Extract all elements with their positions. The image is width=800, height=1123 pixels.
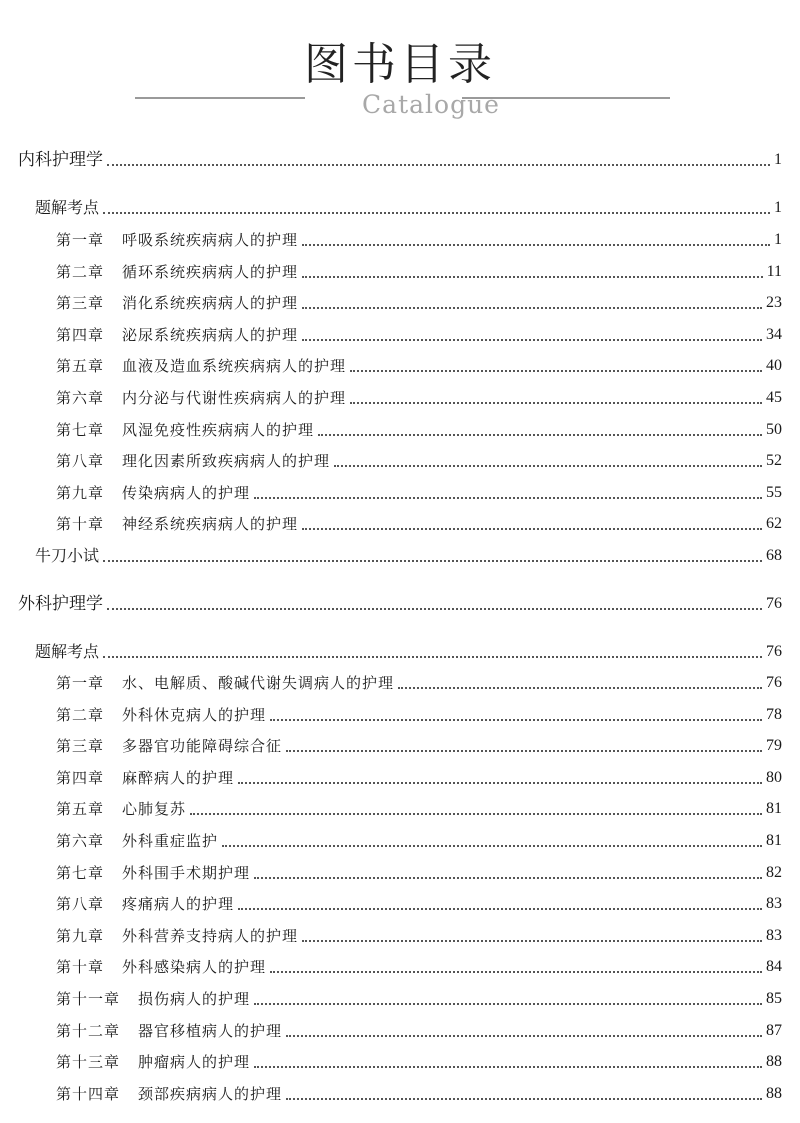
group-title: 牛刀小试 [35, 546, 100, 565]
toc-chapter-row[interactable] [0, 858, 800, 884]
toc-chapter-row[interactable] [0, 257, 800, 283]
dot-leader [103, 212, 770, 214]
chapter-number: 第十二章 [56, 1021, 121, 1040]
chapter-title: 颈部疾病病人的护理 [138, 1084, 283, 1103]
toc-chapter-row-label [56, 925, 298, 947]
page-number: 82 [766, 863, 782, 881]
toc-section-row[interactable] [0, 589, 800, 615]
page-number: 83 [766, 926, 782, 944]
toc-chapter-row-label [56, 355, 346, 377]
dot-leader [350, 370, 762, 372]
toc-chapter-row-label [56, 513, 298, 535]
toc-chapter-row-label [56, 830, 218, 852]
chapter-number: 第一章 [56, 674, 105, 692]
dot-leader [238, 782, 762, 784]
dot-leader [107, 608, 762, 610]
page-subtitle: Catalogue [362, 90, 500, 119]
dot-leader [302, 244, 770, 246]
chapter-title: 水、电解质、酸碱代谢失调病人的护理 [122, 674, 395, 692]
toc-group-row[interactable] [0, 637, 800, 663]
toc-chapter-row[interactable] [0, 320, 800, 346]
page-number: 84 [766, 958, 782, 976]
toc-chapter-row-label [56, 482, 250, 504]
toc-chapter-row-label [56, 1020, 282, 1042]
chapter-title: 疼痛病人的护理 [122, 895, 235, 914]
toc-chapter-row-label [56, 1051, 250, 1073]
page-number: 88 [766, 1053, 782, 1071]
page-title: 图书目录 [304, 39, 496, 90]
dot-leader [286, 1098, 762, 1100]
toc-chapter-row-label [56, 862, 250, 884]
section-title: 外科护理学 [18, 594, 103, 614]
page-number: 83 [766, 895, 782, 913]
chapter-number: 第十四章 [56, 1084, 121, 1103]
page-number: 40 [766, 357, 782, 375]
page-number: 85 [766, 990, 782, 1007]
toc-chapter-row[interactable] [0, 700, 800, 726]
toc-chapter-row-label [56, 704, 266, 726]
dot-leader [270, 719, 762, 721]
dot-leader [286, 750, 762, 752]
toc-chapter-row[interactable] [0, 288, 800, 314]
dot-leader [302, 339, 762, 341]
chapter-number: 第四章 [56, 325, 105, 344]
chapter-title: 外科围手术期护理 [122, 863, 251, 882]
dot-leader [238, 908, 762, 910]
chapter-number: 第五章 [56, 357, 105, 376]
toc-chapter-row[interactable] [0, 1047, 800, 1073]
toc-chapter-row[interactable] [0, 668, 800, 694]
page-number: 81 [766, 800, 782, 818]
toc-chapter-row-label [56, 419, 314, 441]
group-title: 题解考点 [35, 642, 100, 661]
dot-leader [302, 528, 762, 530]
chapter-title: 血液及造血系统疾病病人的护理 [122, 357, 347, 376]
toc-chapter-row[interactable] [0, 225, 800, 251]
page-number: 55 [766, 483, 782, 501]
chapter-title: 麻醉病人的护理 [122, 768, 235, 787]
chapter-title: 内分泌与代谢性疾病病人的护理 [122, 389, 347, 407]
page-number: 79 [766, 737, 782, 755]
chapter-title: 理化因素所致疾病病人的护理 [122, 452, 331, 471]
toc-chapter-row-label [56, 767, 234, 789]
dot-leader [103, 656, 762, 658]
toc-chapter-row[interactable] [0, 478, 800, 504]
chapter-title: 风湿免疫性疾病病人的护理 [122, 420, 315, 439]
chapter-number: 第九章 [56, 926, 105, 945]
toc-chapter-row-label [56, 261, 298, 283]
chapter-title: 器官移植病人的护理 [138, 1021, 283, 1040]
chapter-number: 第八章 [56, 452, 105, 471]
dot-leader [103, 560, 762, 562]
dot-leader [254, 1066, 762, 1068]
toc-group-row[interactable] [0, 541, 800, 567]
chapter-number: 第十章 [56, 515, 105, 534]
chapter-number: 第九章 [56, 483, 105, 502]
page-number: 34 [766, 325, 782, 343]
dot-leader [222, 845, 762, 847]
dot-leader [190, 813, 762, 815]
toc-section-row[interactable] [0, 145, 800, 171]
chapter-title: 肿瘤病人的护理 [138, 1053, 251, 1072]
dot-leader [107, 164, 770, 166]
page-number: 78 [766, 705, 782, 723]
chapter-number: 第三章 [56, 737, 105, 756]
toc-chapter-row-label [56, 988, 250, 1010]
chapter-number: 第十一章 [56, 990, 121, 1008]
dot-leader [254, 1003, 762, 1005]
chapter-number: 第七章 [56, 420, 105, 439]
toc-chapter-row[interactable] [0, 889, 800, 915]
chapter-number: 第十章 [56, 958, 105, 977]
page-number: 52 [766, 452, 782, 470]
chapter-title: 泌尿系统疾病病人的护理 [122, 325, 299, 344]
page-number: 76 [766, 674, 782, 691]
dot-leader [350, 402, 762, 404]
toc-chapter-row[interactable] [0, 952, 800, 978]
chapter-title: 神经系统疾病病人的护理 [122, 515, 299, 534]
dot-leader [254, 877, 762, 879]
toc-chapter-row-label [56, 735, 282, 757]
toc-chapter-row-label [56, 956, 266, 978]
chapter-number: 第二章 [56, 705, 105, 724]
chapter-title: 多器官功能障碍综合征 [122, 737, 283, 756]
toc-chapter-row-label [56, 292, 298, 314]
dot-leader [302, 307, 762, 309]
toc-chapter-row[interactable] [0, 731, 800, 757]
toc-section-row-label [18, 593, 103, 615]
page-number: 62 [766, 515, 782, 533]
chapter-title: 外科营养支持病人的护理 [122, 926, 299, 945]
toc-section-row-label [18, 149, 103, 171]
toc-chapter-row-label [56, 387, 346, 409]
page-number: 68 [766, 547, 782, 564]
toc-group-row-label [35, 197, 99, 219]
page-number: 80 [766, 768, 782, 786]
toc-chapter-row[interactable] [0, 351, 800, 377]
page-number: 23 [766, 294, 782, 312]
toc-chapter-row[interactable] [0, 1079, 800, 1105]
chapter-title: 损伤病人的护理 [138, 990, 251, 1008]
chapter-number: 第五章 [56, 800, 105, 819]
dot-leader [398, 687, 762, 689]
chapter-number: 第十三章 [56, 1053, 121, 1072]
page-header [0, 0, 800, 130]
toc-chapter-row[interactable] [0, 383, 800, 409]
toc-chapter-row-label [56, 229, 298, 251]
chapter-title: 外科感染病人的护理 [122, 958, 267, 977]
dot-leader [286, 1035, 762, 1037]
page-number: 76 [766, 643, 782, 660]
page-number: 1 [774, 151, 782, 168]
toc-group-row-label [35, 641, 99, 663]
toc-chapter-row[interactable] [0, 763, 800, 789]
toc-chapter-row-label [56, 450, 330, 472]
dot-leader [302, 940, 762, 942]
dot-leader [270, 971, 762, 973]
chapter-number: 第六章 [56, 832, 105, 850]
chapter-title: 循环系统疾病病人的护理 [122, 262, 299, 281]
dot-leader [334, 465, 762, 467]
chapter-title: 外科重症监护 [122, 832, 219, 850]
chapter-title: 传染病病人的护理 [122, 483, 251, 502]
section-title: 内科护理学 [18, 150, 103, 170]
page-number: 45 [766, 389, 782, 406]
page-number: 1 [774, 199, 782, 216]
chapter-number: 第八章 [56, 895, 105, 914]
toc-chapter-row[interactable] [0, 415, 800, 441]
toc-group-row-label [35, 545, 99, 567]
toc-chapter-row[interactable] [0, 1016, 800, 1042]
page-number: 88 [766, 1084, 782, 1102]
page-number: 1 [774, 231, 782, 248]
toc-chapter-row[interactable] [0, 921, 800, 947]
toc-chapter-row[interactable] [0, 509, 800, 535]
dot-leader [254, 497, 762, 499]
group-title: 题解考点 [35, 198, 100, 217]
chapter-title: 呼吸系统疾病病人的护理 [122, 231, 299, 249]
chapter-title: 心肺复苏 [122, 800, 187, 819]
chapter-number: 第一章 [56, 231, 105, 249]
toc-chapter-row-label [56, 672, 394, 694]
toc-chapter-row-label [56, 893, 234, 915]
toc-chapter-row[interactable] [0, 984, 800, 1010]
dot-leader [302, 276, 763, 278]
toc-chapter-row-label [56, 1083, 282, 1105]
toc-chapter-row-label [56, 798, 186, 820]
toc-chapter-row[interactable] [0, 826, 800, 852]
page-number: 50 [766, 420, 782, 438]
page-number: 11 [766, 262, 782, 280]
chapter-number: 第三章 [56, 294, 105, 313]
chapter-number: 第七章 [56, 863, 105, 882]
toc-chapter-row[interactable] [0, 446, 800, 472]
chapter-number: 第二章 [56, 262, 105, 281]
chapter-title: 外科休克病人的护理 [122, 705, 267, 724]
toc-group-row[interactable] [0, 193, 800, 219]
toc-chapter-row-label [56, 324, 298, 346]
page-number: 81 [766, 832, 782, 849]
page-number: 87 [766, 1021, 782, 1039]
page-number: 76 [766, 595, 782, 612]
toc-chapter-row[interactable] [0, 794, 800, 820]
chapter-number: 第四章 [56, 768, 105, 787]
chapter-title: 消化系统疾病病人的护理 [122, 294, 299, 313]
dot-leader [318, 434, 762, 436]
chapter-number: 第六章 [56, 389, 105, 407]
